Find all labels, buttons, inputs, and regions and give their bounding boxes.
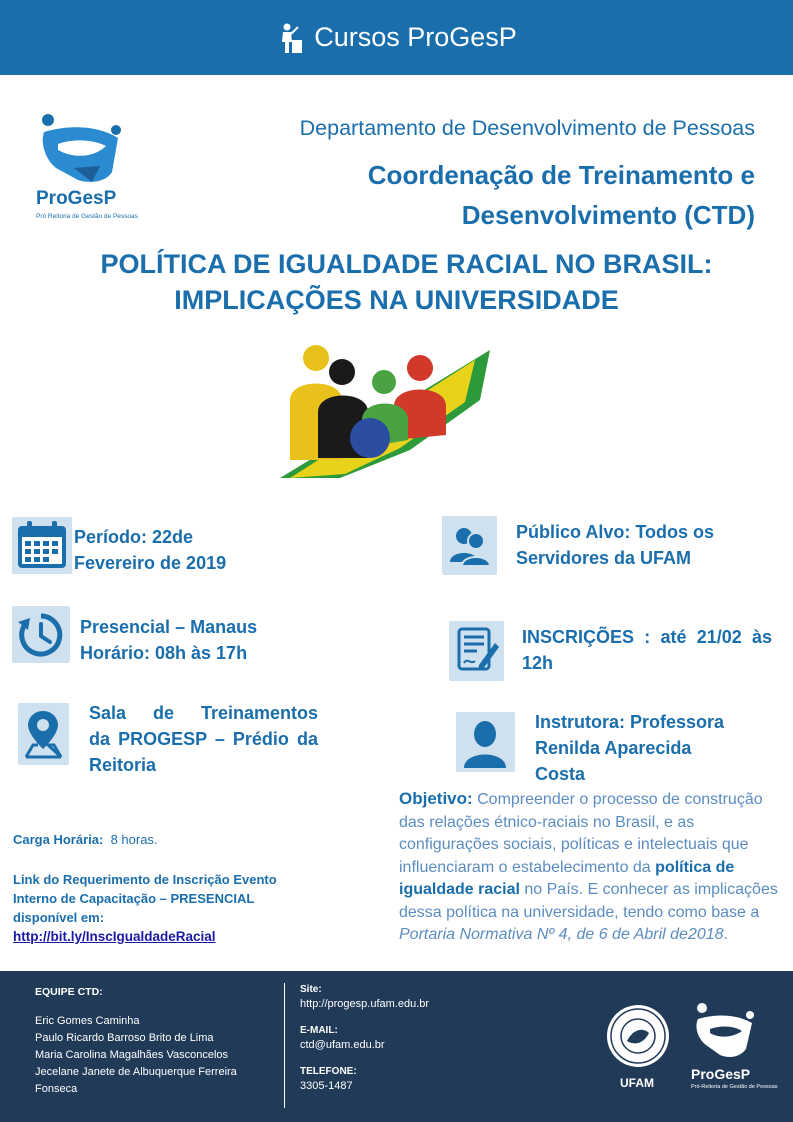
footer xyxy=(0,971,793,1122)
inscricoes-line2: 12h xyxy=(522,653,554,673)
user-icon xyxy=(456,712,515,772)
local-info xyxy=(89,700,318,778)
progesp-logo xyxy=(30,110,140,230)
calendar-icon-box xyxy=(12,517,72,574)
clock-icon xyxy=(12,606,70,663)
link-line1: Link do Requerimento de Inscrição Evento xyxy=(13,872,277,887)
objetivo-italic1: Portaria Normativa Nº 4, de 6 de Abril de2018 xyxy=(399,926,724,943)
objetivo-text2: no País. E conhecer as implicações dessa política na universidade, tendo como base a xyxy=(399,881,778,921)
periodo-line1: Período: 22de xyxy=(74,527,194,547)
modalidade-line1: Presencial – Manaus xyxy=(80,617,258,637)
brand-title: Cursos ProGesP xyxy=(314,22,517,52)
team-member: Eric Gomes Caminha xyxy=(35,1015,140,1027)
person-presenting-icon xyxy=(276,21,304,55)
periodo-info xyxy=(74,524,226,576)
carga-colon: : xyxy=(98,832,104,847)
coordination-line1: Coordenação de Treinamento e xyxy=(367,160,755,190)
contact-info xyxy=(300,983,429,1106)
publico-line2: Servidores da UFAM xyxy=(516,548,692,568)
user-icon-box xyxy=(456,712,515,772)
carga-horaria xyxy=(13,832,158,847)
inscricoes-line1: INSCRIÇÕES : até 21/02 às xyxy=(522,627,772,647)
users-icon xyxy=(442,516,497,575)
link-line3: disponível em: xyxy=(13,910,105,925)
course-title-line1: POLÍTICA DE IGUALDADE RACIAL NO BRASIL: xyxy=(100,249,713,279)
publico-line1: Público Alvo: Todos os xyxy=(516,522,714,542)
footer-divider xyxy=(284,983,285,1108)
clock-icon-box xyxy=(12,606,70,663)
top-banner xyxy=(0,0,793,75)
brand xyxy=(276,21,517,55)
registration-link[interactable]: http://bit.ly/InscIgualdadeRacial xyxy=(13,929,216,944)
progesp-logo-mark xyxy=(30,110,130,190)
objetivo-label: Objetivo: xyxy=(399,789,473,808)
instrutora-line3: Costa xyxy=(535,764,586,784)
ufam-label: UFAM xyxy=(620,1076,654,1090)
coordination-line2: Desenvolvimento (CTD) xyxy=(461,200,755,230)
objetivo-text1: Compreender o processo de construção das relações étnico-raciais no Brasil, e as configurações sociais, políticas e intelectuais que influenciaram o estabelecimento da xyxy=(399,791,763,876)
ufam-seal-icon xyxy=(605,1003,671,1069)
map-pin-icon-box xyxy=(18,703,69,765)
objetivo-text xyxy=(399,788,784,947)
registration-link-block xyxy=(13,870,277,946)
team-member: Paulo Ricardo Barroso Brito de Lima xyxy=(35,1032,214,1044)
modalidade-line2: Horário: 08h às 17h xyxy=(80,643,248,663)
site-label: Site: xyxy=(300,984,322,995)
email-label: E-MAIL: xyxy=(300,1025,338,1036)
phone-label: TELEFONE: xyxy=(300,1066,357,1077)
logo-subtitle: Pró Reitoria de Gestão de Pessoas xyxy=(36,213,138,220)
publico-info xyxy=(516,519,714,571)
course-title-line2: IMPLICAÇÕES NA UNIVERSIDADE xyxy=(174,285,619,315)
logo-name: ProGesP xyxy=(36,188,117,209)
team-member: Maria Carolina Magalhães Vasconcelos xyxy=(35,1049,229,1061)
local-line1: Sala de Treinamentos xyxy=(89,703,318,723)
local-line2: da PROGESP – Prédio da xyxy=(89,729,318,749)
instrutora-line1: Instrutora: Professora xyxy=(535,712,725,732)
form-signature-icon-box xyxy=(449,621,504,681)
users-icon-box xyxy=(442,516,497,575)
link-line2: Interno de Capacitação – PRESENCIAL xyxy=(13,891,255,906)
team-member: Fonseca xyxy=(35,1083,78,1095)
calendar-icon xyxy=(12,517,72,574)
team-list xyxy=(35,1013,265,1098)
site-link[interactable]: http://progesp.ufam.edu.br xyxy=(300,998,430,1010)
form-signature-icon xyxy=(449,621,504,681)
carga-label: Carga Horária xyxy=(13,832,99,847)
map-pin-icon xyxy=(18,703,69,765)
footer-logo-subtitle: Pró-Reitoria de Gestão de Pessoas xyxy=(691,1084,778,1090)
instrutora-line2: Renilda Aparecida xyxy=(535,738,692,758)
instrutora-info xyxy=(535,709,724,787)
racial-equality-illustration xyxy=(250,330,500,478)
carga-value: 8 horas. xyxy=(110,832,158,847)
progesp-footer-logo xyxy=(690,1001,758,1061)
local-line3: Reitoria xyxy=(89,755,157,775)
modalidade-info xyxy=(80,614,257,666)
footer-logo-name: ProGesP xyxy=(691,1066,751,1082)
objetivo-bold1: política de igualdade racial xyxy=(399,858,735,898)
phone-value: 3305-1487 xyxy=(300,1080,353,1092)
team-member: Jecelane Janete de Albuquerque Ferreira xyxy=(35,1066,237,1078)
coordination-name xyxy=(368,155,755,235)
team-title: EQUIPE CTD: xyxy=(35,986,103,998)
email-value[interactable]: ctd@ufam.edu.br xyxy=(300,1039,385,1051)
inscricoes-info xyxy=(522,624,772,676)
periodo-line2: Fevereiro de 2019 xyxy=(74,553,227,573)
course-title xyxy=(0,246,793,318)
objetivo-text3: . xyxy=(723,926,728,943)
department-name: Departamento de Desenvolvimento de Pessoas xyxy=(299,116,755,140)
